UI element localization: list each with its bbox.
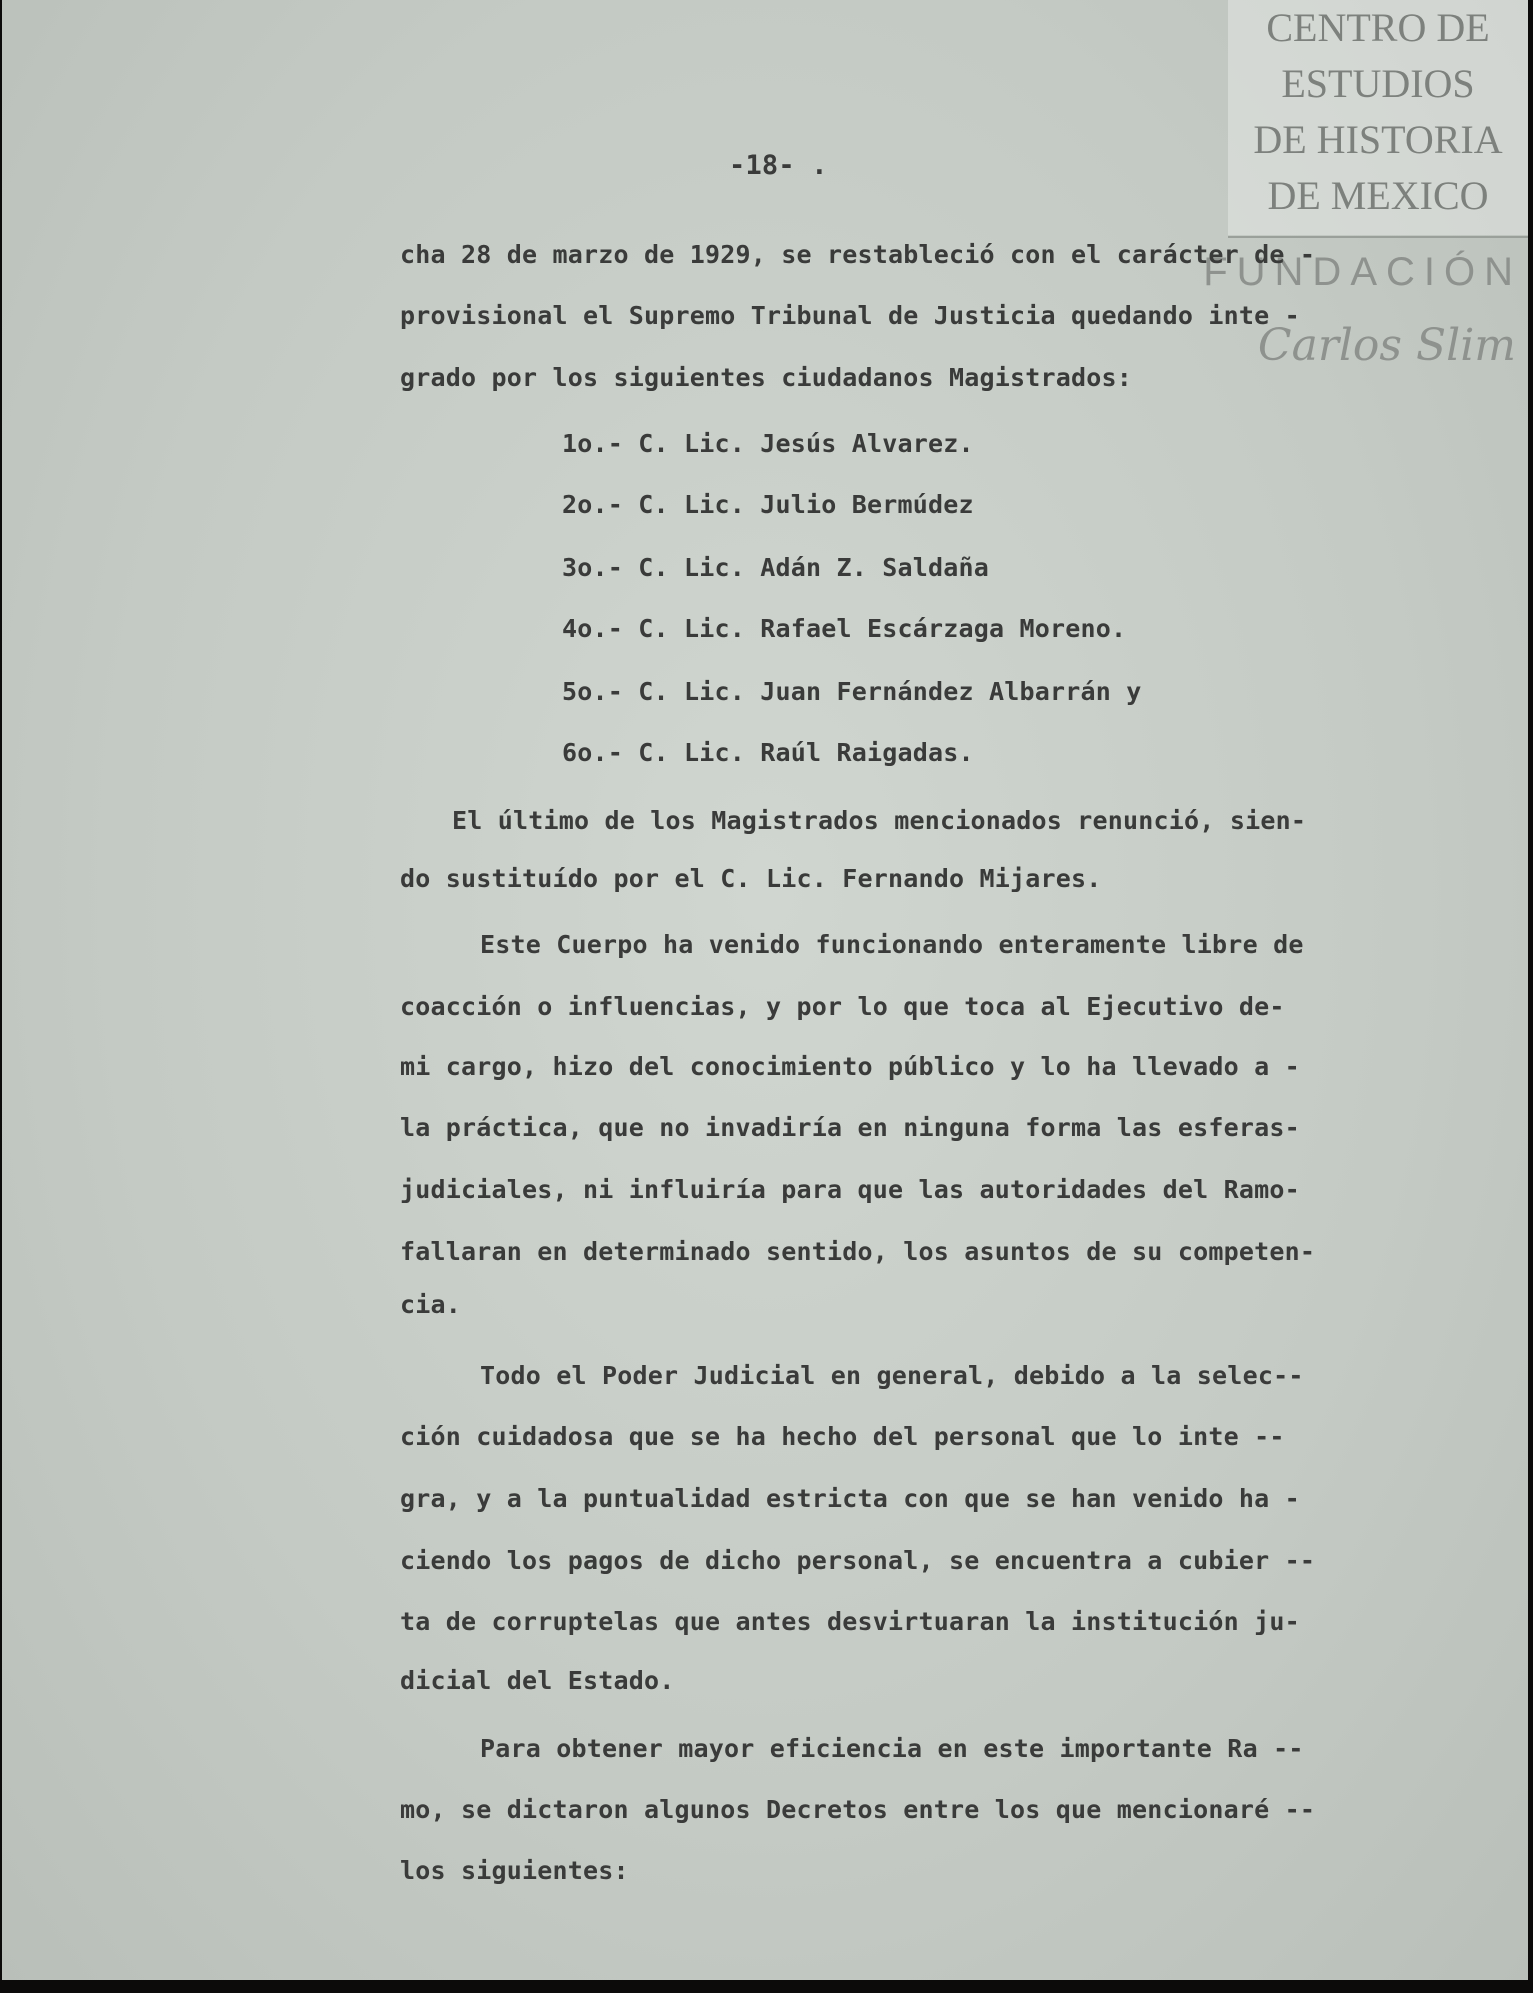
text-line: ciendo los pagos de dicho personal, se encuentra a cubier -- [400, 1546, 1316, 1575]
text-line: ción cuidadosa que se ha hecho del personal que lo inte -- [400, 1422, 1285, 1451]
text-line: grado por los siguientes ciudadanos Magistrados: [400, 363, 1133, 392]
text-line: ta de corruptelas que antes desvirtuaran la institución ju- [400, 1607, 1300, 1636]
text-line: Para obtener mayor eficiencia en este importante Ra -- [480, 1734, 1304, 1763]
magistrado-item: 2o.- C. Lic. Julio Bermúdez [562, 490, 974, 519]
text-line: cia. [400, 1290, 462, 1319]
watermark-line: DE HISTORIA [1253, 117, 1503, 162]
text-line: dicial del Estado. [400, 1666, 675, 1695]
watermark-line: CENTRO DE [1266, 5, 1490, 50]
text-line: judiciales, ni influiría para que las autoridades del Ramo- [400, 1175, 1300, 1204]
text-line: gra, y a la puntualidad estricta con que se han venido ha - [400, 1484, 1300, 1513]
magistrado-item: 6o.- C. Lic. Raúl Raigadas. [562, 738, 974, 767]
text-line: cha 28 de marzo de 1929, se restableció con el carácter de - [400, 240, 1316, 269]
text-line: mo, se dictaron algunos Decretos entre los que mencionaré -- [400, 1795, 1316, 1824]
text-line: Todo el Poder Judicial en general, debido a la selec-- [480, 1361, 1304, 1390]
watermark-divider [1228, 236, 1528, 238]
text-line: mi cargo, hizo del conocimiento público y lo ha llevado a - [400, 1052, 1300, 1081]
text-line: fallaran en determinado sentido, los asuntos de su competen- [400, 1237, 1316, 1266]
magistrado-item: 4o.- C. Lic. Rafael Escárzaga Moreno. [562, 614, 1127, 643]
magistrado-item: 3o.- C. Lic. Adán Z. Saldaña [562, 553, 990, 582]
text-line: la práctica, que no invadiría en ninguna forma las esferas- [400, 1113, 1300, 1142]
text-line: El último de los Magistrados mencionados renunció, sien- [452, 806, 1307, 835]
watermark-line: DE MEXICO [1267, 173, 1489, 218]
magistrado-item: 1o.- C. Lic. Jesús Alvarez. [562, 429, 974, 458]
page-number: -18- . [729, 150, 828, 181]
archive-watermark [1228, 0, 1528, 235]
text-line: Este Cuerpo ha venido funcionando enteramente libre de [480, 930, 1304, 959]
text-line: provisional el Supremo Tribunal de Justicia quedando inte - [400, 301, 1300, 330]
watermark-signature: Carlos Slim [1257, 320, 1516, 371]
text-line: los siguientes: [400, 1856, 629, 1885]
watermark-line: ESTUDIOS [1281, 61, 1475, 106]
watermark-foundation: FUNDACIÓN [1203, 250, 1522, 294]
text-line: do sustituído por el C. Lic. Fernando Mijares. [400, 864, 1102, 893]
document-page [2, 0, 1528, 1980]
magistrado-item: 5o.- C. Lic. Juan Fernández Albarrán y [562, 677, 1142, 706]
text-line: coacción o influencias, y por lo que toca al Ejecutivo de- [400, 992, 1285, 1021]
